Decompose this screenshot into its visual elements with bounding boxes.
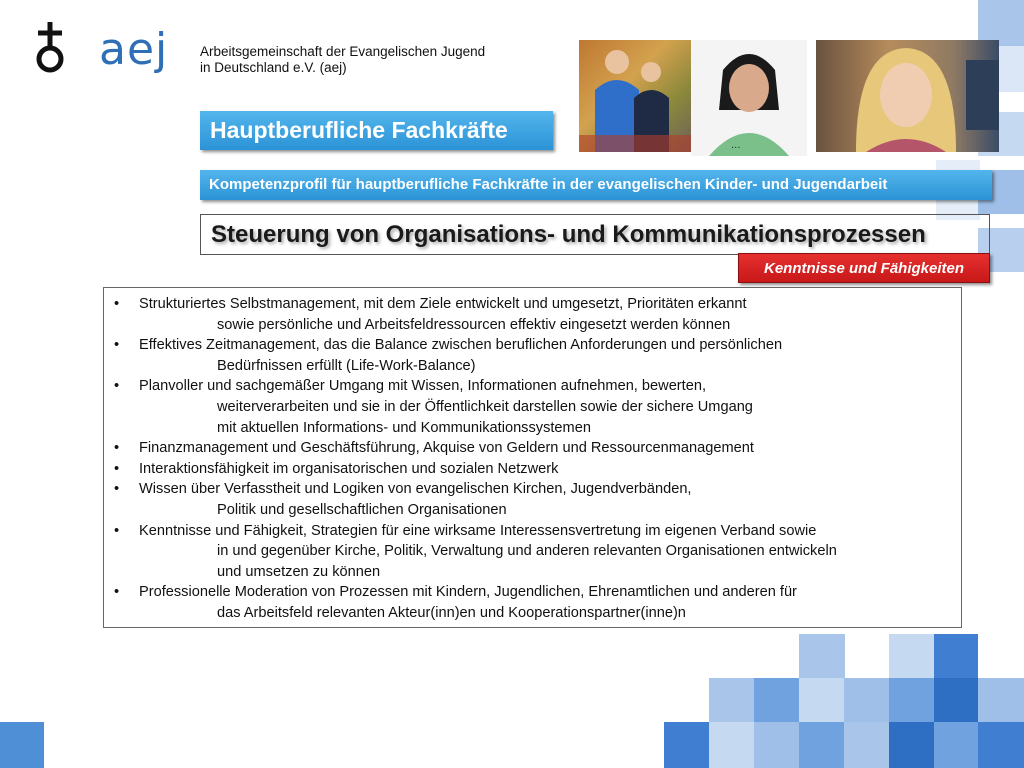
list-item-text: Kenntnisse und Fähigkeit, Strategien für eine wirksame Interessensvertretung im eigenen Verband sowie <box>139 522 817 539</box>
list-item-continuation: und umsetzen zu können <box>217 563 381 580</box>
section-banner: Hauptberufliche Fachkräfte <box>200 111 553 150</box>
list-item <box>104 438 961 459</box>
svg-text:...: ... <box>731 140 741 151</box>
list-item <box>104 376 961 438</box>
logo-text: aej <box>99 24 169 75</box>
list-item <box>104 582 961 623</box>
list-item-text: Effektives Zeitmanagement, das die Balance zwischen beruflichen Anforderungen und persönlichen <box>139 337 783 354</box>
list-item-text: Interaktionsfähigkeit im organisatorischen und sozialen Netzwerk <box>139 460 559 477</box>
list-item <box>104 335 961 376</box>
category-tag: Kenntnisse und Fähigkeiten <box>738 253 990 283</box>
list-item-text: Strukturiertes Selbstmanagement, mit dem Ziele entwickelt und umgesetzt, Prioritäten erkannt <box>139 296 747 312</box>
list-item-text: Wissen über Verfasstheit und Logiken von evangelischen Kirchen, Jugendverbänden, <box>139 481 692 498</box>
subtitle-banner: Kompetenzprofil für hauptberufliche Fachkräfte in der evangelischen Kinder- und Jugendarbeit <box>200 170 992 200</box>
content-box <box>103 287 962 628</box>
list-item <box>104 479 961 520</box>
organization-name: Arbeitsgemeinschaft der Evangelischen Jugend in Deutschland e.V. (aej) <box>200 44 486 75</box>
list-item-text: Finanzmanagement und Geschäftsführung, Akquise von Geldern und Ressourcenmanagement <box>139 440 754 457</box>
photo-kids <box>579 40 691 152</box>
list-item <box>104 294 961 335</box>
list-item-continuation: Bedürfnissen erfüllt (Life-Work-Balance) <box>217 357 476 374</box>
photo-young-woman <box>816 40 999 152</box>
logo-cross-icon <box>30 20 70 76</box>
topic-box <box>200 214 990 255</box>
list-item-continuation: weiterverarbeiten und sie in der Öffentlichkeit darstellen sowie der sichere Umgang <box>217 398 753 415</box>
list-item <box>104 459 961 480</box>
list-item-text: Planvoller und sachgemäßer Umgang mit Wissen, Informationen aufnehmen, bewerten, <box>139 378 707 395</box>
list-item-continuation: sowie persönliche und Arbeitsfeldressourcen effektiv eingesetzt werden können <box>217 316 731 333</box>
list-item <box>104 521 961 583</box>
list-item-continuation: das Arbeitsfeld relevanten Akteur(inn)en und Kooperationspartner(inne)n <box>217 604 686 621</box>
topic-title: Steuerung von Organisations- und Kommunikationsprozessen <box>211 221 926 248</box>
list-item-text: Professionelle Moderation von Prozessen mit Kindern, Jugendlichen, Ehrenamtlichen und anderen für <box>139 584 797 601</box>
list-item-continuation: in und gegenüber Kirche, Politik, Verwaltung und anderen relevanten Organisationen entwickeln <box>217 543 837 560</box>
list-item-continuation: Politik und gesellschaftlichen Organisationen <box>217 501 507 518</box>
competency-list <box>104 294 961 624</box>
photo-young-man <box>691 40 807 156</box>
list-item-continuation: mit aktuellen Informations- und Kommunikationssystemen <box>217 419 591 436</box>
